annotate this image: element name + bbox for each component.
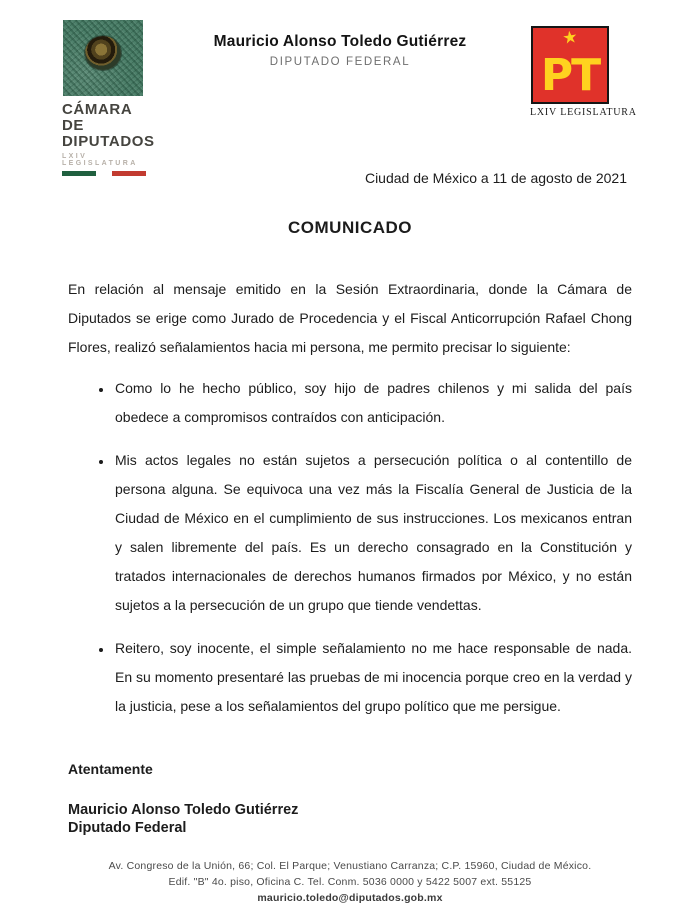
bullet-list [68, 374, 632, 721]
footer-office-line: Edif. "B" 4o. piso, Oficina C. Tel. Conm. 5036 0000 y 5422 5007 ext. 55125 [168, 876, 532, 888]
date-line: Ciudad de México a 11 de agosto de 2021 [364, 170, 627, 186]
pt-logo-square [531, 26, 609, 104]
pt-party-logo [530, 26, 637, 118]
pt-logo-legislature: LXIV LEGISLATURA [530, 107, 637, 118]
signature-name: Mauricio Alonso Toledo Gutiérrez [68, 802, 299, 818]
bullet-item: • Reitero, soy inocente, el simple señalamiento no me hace responsable de nada. En su momento presentaré las pruebas de mi inocencia porque creo en la verdad y la justicia, pese a los señalamientos del grupo político que me persigue. [113, 634, 632, 721]
pt-logo-letters: PT [540, 50, 600, 101]
deputy-role: DIPUTADO FEDERAL [269, 56, 411, 68]
bullet-item: • Como lo he hecho público, soy hijo de padres chilenos y mi salida del país obedece a compromisos contraídos con anticipación. [113, 374, 632, 432]
star-icon: ★ [561, 27, 579, 48]
document-title: COMUNICADO [288, 218, 412, 237]
deputy-name: Mauricio Alonso Toledo Gutiérrez [213, 33, 467, 50]
bullet-item: • Mis actos legales no están sujetos a persecución política o al contentillo de persona alguna. Se equivoca una vez más la Fiscalía General de Justicia de la Ciudad de México en el cumplimiento de sus instrucciones. Los mexicanos entran y salen libremente del país. Es un derecho consagrado en la Constitución y tratados internacionales de derechos humanos firmados por México, y no están sujetos a la persecución de un grupo que tiende vendettas. [113, 446, 632, 620]
letterhead-name-block [130, 33, 550, 68]
footer-email: mauricio.toledo@diputados.gob.mx [257, 892, 443, 904]
chamber-logo-line2: DIPUTADOS [62, 133, 155, 150]
footer-contact-block [0, 858, 700, 906]
signature-role: Diputado Federal [68, 820, 187, 836]
intro-paragraph: En relación al mensaje emitido en la Sesión Extraordinaria, donde la Cámara de Diputados se erige como Jurado de Procedencia y el Fiscal Anticorrupción Rafael Chong Flores, realizó señalamientos hacia mi persona, me permito precisar lo siguiente: [68, 281, 632, 355]
eagle-emblem-icon [85, 36, 121, 70]
closing-salutation: Atentamente [68, 761, 153, 777]
signature-block [68, 801, 632, 837]
footer-address-line: Av. Congreso de la Unión, 66; Col. El Parque; Venustiano Carranza; C.P. 15960, Ciudad de México. [108, 860, 592, 872]
chamber-logo-line1: CÁMARA DE [62, 101, 132, 134]
letter-body [0, 170, 700, 837]
chamber-logo-legislature: LXIV LEGISLATURA [62, 153, 138, 167]
